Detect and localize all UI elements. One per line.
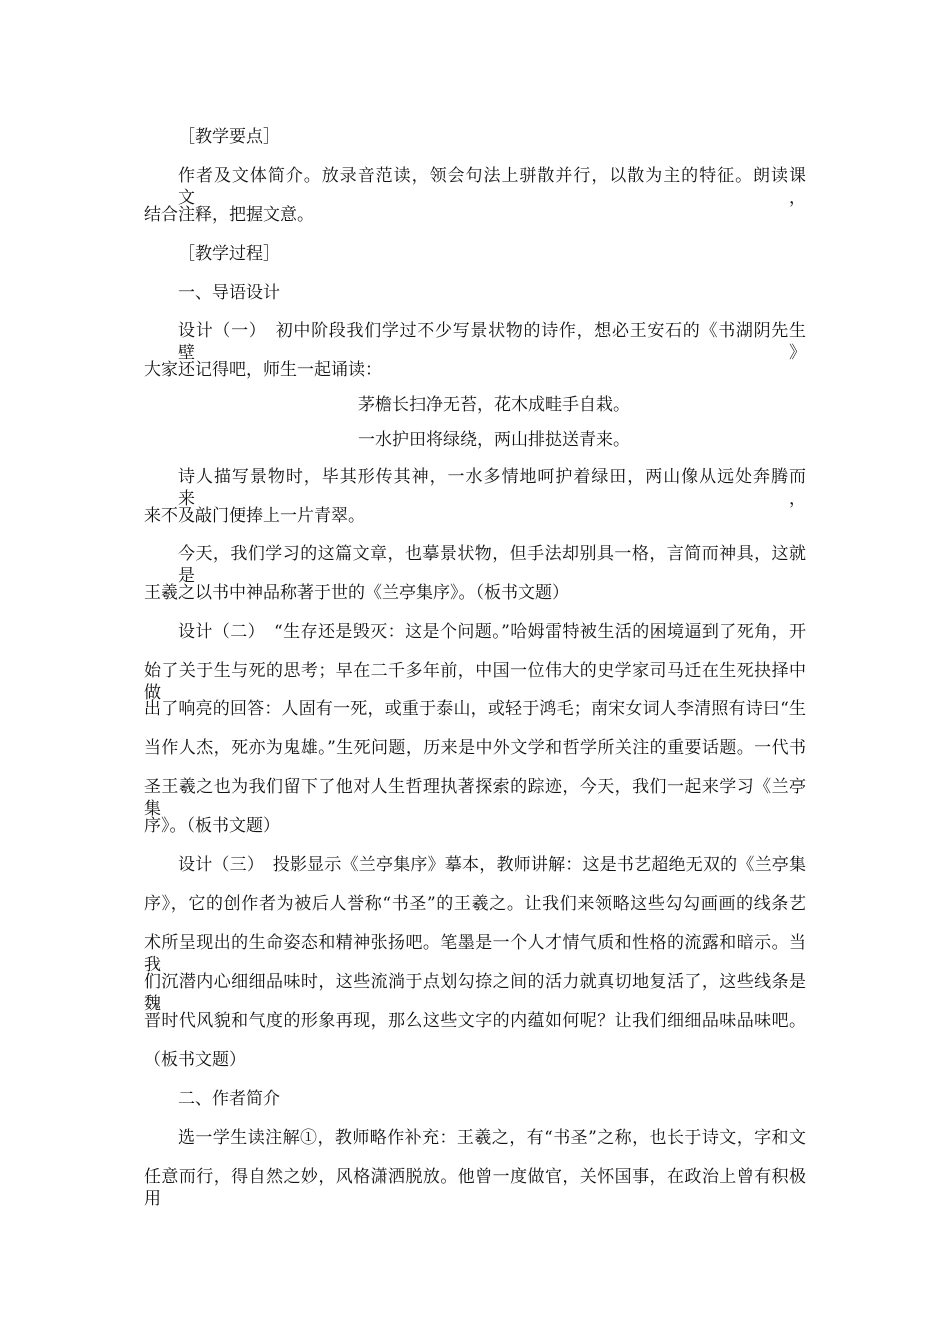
- text-line: 设计（二） “生存还是毁灭：这是个问题。”哈姆雷特被生活的困境逼到了死角，开: [178, 622, 806, 642]
- text-line: 一水护田将绿绕，两山排挞送青来。: [358, 430, 630, 450]
- text-line: 来不及敲门便捧上一片青翠。: [144, 506, 365, 526]
- text-line: （板书文题）: [144, 1050, 246, 1070]
- text-line: 出了响亮的回答：人固有一死，或重于泰山，或轻于鸿毛；南宋女词人李清照有诗曰“生: [144, 699, 806, 719]
- text-line: 当作人杰，死亦为鬼雄。”生死问题，历来是中外文学和哲学所关注的重要话题。一代书: [144, 738, 806, 758]
- text-line: 诗人描写景物时，毕其形传其神，一水多情地呵护着绿田，两山像从远处奔腾而来，: [178, 467, 806, 509]
- text-line: 今天，我们学习的这篇文章，也摹景状物，但手法却别具一格，言简而神具，这就是: [178, 544, 806, 586]
- text-line: 一、导语设计: [178, 283, 280, 303]
- text-line: 茅檐长扫净无苔，花木成畦手自栽。: [358, 395, 630, 415]
- text-line: 结合注释，把握文意。: [144, 205, 314, 225]
- text-line: 设计（三） 投影显示《兰亭集序》摹本，教师讲解：这是书艺超绝无双的《兰亭集: [178, 855, 806, 875]
- text-line: 选一学生读注解①，教师略作补充：王羲之，有“书圣”之称，也长于诗文，字和文: [178, 1128, 806, 1148]
- text-line: 设计（一） 初中阶段我们学过不少写景状物的诗作，想必王安石的《书湖阴先生壁》: [178, 321, 806, 363]
- text-line: ［教学过程］: [178, 244, 280, 264]
- text-line: 二、作者简介: [178, 1089, 280, 1109]
- text-line: 始了关于生与死的思考；早在二千多年前，中国一位伟大的史学家司马迁在生死抉择中做: [144, 661, 806, 703]
- text-line: 晋时代风貌和气度的形象再现，那么这些文字的内蕴如何呢？让我们细细品味品味吧。: [144, 1011, 806, 1031]
- text-line: 序》。（板书文题）: [144, 816, 280, 836]
- text-line: 序》，它的创作者为被后人誉称“书圣”的王羲之。让我们来领略这些勾勾画画的线条艺: [144, 894, 806, 914]
- text-line: ［教学要点］: [178, 127, 280, 147]
- text-line: 作者及文体简介。放录音范读，领会句法上骈散并行，以散为主的特征。朗读课文，: [178, 166, 806, 208]
- text-line: 术所呈现出的生命姿态和精神张扬吧。笔墨是一个人才情气质和性格的流露和暗示。当我: [144, 933, 806, 975]
- text-line: 圣王羲之也为我们留下了他对人生哲理执著探索的踪迹，今天，我们一起来学习《兰亭集: [144, 777, 806, 819]
- text-line: 王羲之以书中神品称著于世的《兰亭集序》。（板书文题）: [144, 583, 569, 603]
- text-line: 大家还记得吧，师生一起诵读：: [144, 360, 382, 380]
- text-line: 任意而行，得自然之妙，风格潇洒脱放。他曾一度做官，关怀国事，在政治上曾有积极用: [144, 1167, 806, 1209]
- text-line: 们沉潜内心细细品味时，这些流淌于点划勾捺之间的活力就真切地复活了，这些线条是魏: [144, 972, 806, 1014]
